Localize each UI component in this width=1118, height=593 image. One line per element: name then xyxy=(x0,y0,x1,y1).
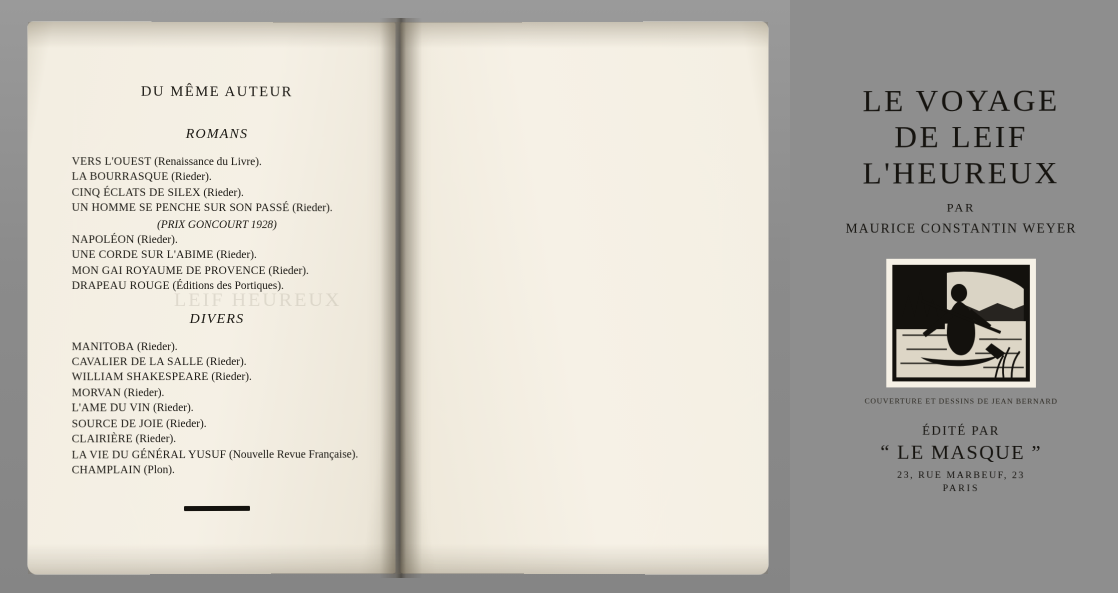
work-publisher: (Rieder). xyxy=(166,417,207,430)
work-title: UN HOMME SE PENCHE SUR SON PASSÉ xyxy=(71,202,290,215)
list-item xyxy=(72,340,362,356)
list-item xyxy=(72,264,362,280)
work-publisher: (Rieder). xyxy=(137,233,178,247)
work-publisher: (Rieder). xyxy=(216,249,257,262)
book-title-line-2: DE LEIF xyxy=(894,118,1028,155)
work-title: CLAIRIÈRE xyxy=(71,433,133,446)
list-item xyxy=(72,155,362,171)
work-title: CAVALIER DE LA SALLE xyxy=(71,356,204,369)
page-heading-du-meme-auteur: DU MÊME AUTEUR xyxy=(140,83,293,101)
publisher-address: 23, RUE MARBEUF, 23 xyxy=(897,469,1025,482)
section-title-divers: DIVERS xyxy=(189,311,245,327)
work-title: MORVAN xyxy=(71,386,121,400)
work-publisher: (Rieder). xyxy=(268,264,309,277)
showthrough-text: LEIF HEUREUX xyxy=(173,289,342,312)
work-title: DRAPEAU ROUGE xyxy=(71,280,170,293)
work-title: LA BOURRASQUE xyxy=(71,171,169,184)
award-note: (PRIX GONCOURT 1928) xyxy=(157,218,277,231)
work-title: SOURCE DE JOIE xyxy=(71,417,164,430)
list-item xyxy=(72,401,362,417)
list-item xyxy=(72,279,362,294)
work-title: MON GAI ROYAUME DE PROVENCE xyxy=(71,264,266,277)
list-item xyxy=(72,432,362,448)
work-title: UNE CORDE SUR L'ABIME xyxy=(71,249,214,262)
ornament-rule xyxy=(184,506,250,511)
list-item xyxy=(72,355,362,371)
book-title-line-3: L'HEUREUX xyxy=(862,154,1060,191)
work-title: VERS L'OUEST xyxy=(71,155,152,168)
section-spacer xyxy=(72,295,362,312)
list-item xyxy=(72,248,362,264)
work-title: NAPOLÉON xyxy=(71,233,135,246)
edited-by-label: ÉDITÉ PAR xyxy=(922,423,1000,438)
work-publisher: (Rieder). xyxy=(137,340,178,353)
work-publisher: (Renaissance du Livre). xyxy=(154,155,262,169)
work-publisher: (Rieder). xyxy=(123,386,165,400)
work-publisher: (Rieder). xyxy=(292,202,333,215)
by-label: PAR xyxy=(946,200,976,215)
publisher-name: “ LE MASQUE ” xyxy=(880,441,1042,465)
work-publisher: (Rieder). xyxy=(206,356,247,369)
work-title: CHAMPLAIN xyxy=(71,464,141,477)
work-title: CINQ ÉCLATS DE SILEX xyxy=(71,186,201,199)
work-publisher: (Rieder). xyxy=(203,186,244,199)
list-item xyxy=(72,233,362,249)
book-page-right xyxy=(401,21,1077,575)
illustration-caption: COUVERTURE ET DESSINS DE JEAN BERNARD xyxy=(864,396,1058,406)
work-title: LA VIE DU GÉNÉRAL YUSUF xyxy=(71,448,227,461)
work-publisher: (Rieder). xyxy=(153,402,194,415)
work-title: MANITOBA xyxy=(71,340,135,353)
list-item xyxy=(72,201,362,233)
open-book xyxy=(28,22,1077,574)
works-list-romans xyxy=(72,155,362,295)
work-publisher: (Rieder). xyxy=(211,371,252,384)
work-publisher: (Rieder). xyxy=(171,171,212,184)
list-item xyxy=(72,186,362,202)
list-item xyxy=(72,370,362,386)
left-page-content xyxy=(72,84,362,512)
list-item xyxy=(72,386,362,402)
list-item xyxy=(72,170,362,186)
list-item xyxy=(72,463,362,479)
book-page-left xyxy=(28,21,396,575)
work-title: WILLIAM SHAKESPEARE xyxy=(71,371,209,384)
title-page-content xyxy=(805,82,1118,494)
list-item xyxy=(72,416,362,432)
woodcut-illustration xyxy=(886,259,1036,388)
work-title: L'AME DU VIN xyxy=(71,402,151,415)
work-publisher: (Éditions des Portiques). xyxy=(172,280,284,293)
book-title-line-1: LE VOYAGE xyxy=(862,82,1060,119)
work-publisher: (Rieder). xyxy=(135,433,177,446)
works-list-divers xyxy=(72,340,362,479)
publisher-city: PARIS xyxy=(942,482,980,495)
work-publisher: (Plon). xyxy=(143,463,175,477)
work-publisher: (Nouvelle Revue Française). xyxy=(229,448,359,461)
section-title-romans: ROMANS xyxy=(185,126,249,143)
list-item xyxy=(72,447,362,463)
author-name: MAURICE CONSTANTIN WEYER xyxy=(845,220,1077,236)
